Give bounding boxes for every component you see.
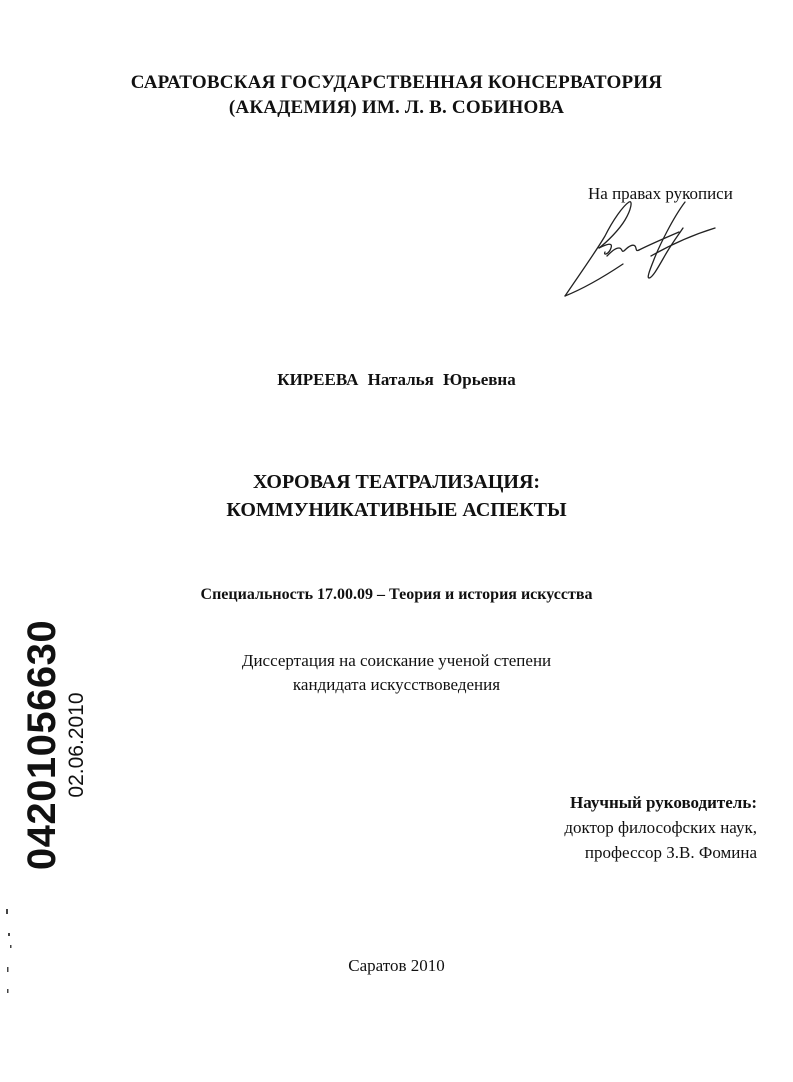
scan-marks bbox=[2, 905, 16, 1005]
signature-image bbox=[555, 198, 725, 302]
stamp-date: 02.06.2010 bbox=[65, 692, 88, 798]
institution-line-1: САРАТОВСКАЯ ГОСУДАРСТВЕННАЯ КОНСЕРВАТОРИЯ bbox=[130, 72, 663, 93]
dissertation-line-2: кандидата искусствоведения bbox=[292, 675, 501, 694]
scientific-advisor bbox=[564, 790, 757, 865]
stamp-code: 04201056630 bbox=[20, 619, 64, 871]
advisor-label: Научный руководитель: bbox=[570, 793, 757, 812]
thesis-title-line-1: ХОРОВАЯ ТЕАТРАЛИЗАЦИЯ: bbox=[252, 471, 541, 493]
institution-line-2: (АКАДЕМИЯ) ИМ. Л. В. СОБИНОВА bbox=[228, 97, 565, 118]
institution-name bbox=[0, 70, 793, 120]
dissertation-description bbox=[0, 649, 793, 697]
library-stamp bbox=[0, 620, 110, 870]
thesis-title bbox=[0, 468, 793, 524]
rights-note: На правах рукописи bbox=[588, 184, 733, 203]
dissertation-line-1: Диссертация на соискание ученой степени bbox=[241, 651, 552, 670]
advisor-name: профессор З.В. Фомина bbox=[584, 843, 757, 862]
thesis-title-line-2: КОММУНИКАТИВНЫЕ АСПЕКТЫ bbox=[226, 499, 567, 521]
city-year: Саратов 2010 bbox=[348, 956, 445, 975]
author-name: КИРЕЕВА Наталья Юрьевна bbox=[277, 370, 516, 389]
specialty: Специальность 17.00.09 – Теория и история искусства bbox=[200, 586, 593, 603]
advisor-degree: доктор философских наук, bbox=[564, 818, 757, 837]
